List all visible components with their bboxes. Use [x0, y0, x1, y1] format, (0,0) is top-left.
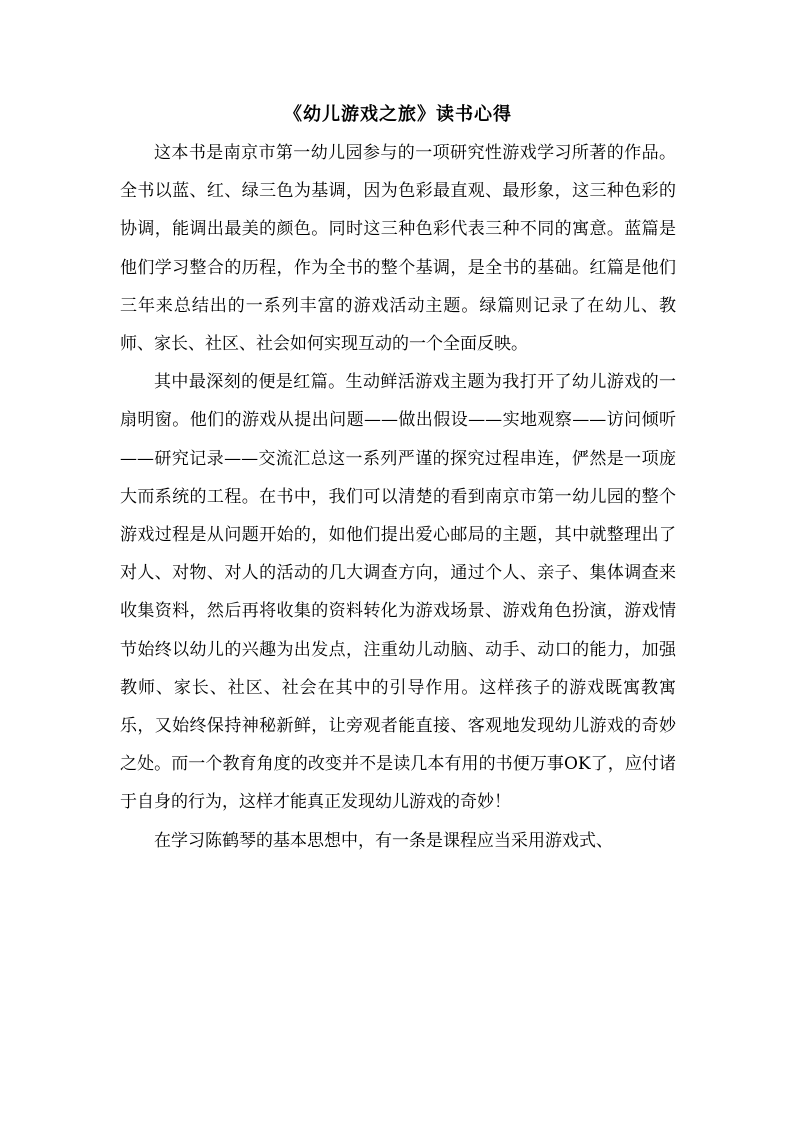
document-title: 《幼儿游戏之旅》读书心得: [284, 104, 512, 125]
paragraph-intro: 这本书是南京市第一幼儿园参与的一项研究性游戏学习所著的作品。全书以蓝、红、绿三色为基调，因为色彩最直观、最形象，这三种色彩的协调，能调出最美的颜色。同时这三种色彩代表三种不同的寓意。蓝篇是他们学习整合的历程，作为全书的整个基调，是全书的基础。红篇是他们三年来总结出的一系列丰富的游戏活动主题。绿篇则记录了在幼儿、教师、家长、社区、社会如何实现互动的一个全面反映。: [120, 143, 676, 355]
paragraph-red-chapter: 其中最深刻的便是红篇。生动鲜活游戏主题为我打开了幼儿游戏的一扇明窗。他们的游戏从提出问题——做出假设——实地观察——访问倾听——研究记录——交流汇总这一系列严谨的探究过程串连，俨然是一项庞大而系统的工程。在书中，我们可以清楚的看到南京市第一幼儿园的整个游戏过程是从问题开始的，如他们提出爱心邮局的主题，其中就整理出了对人、对物、对人的活动的几大调查方向，通过个人、亲子、集体调查来收集资料，然后再将收集的资料转化为游戏场景、游戏角色扮演，游戏情节始终以幼儿的兴趣为出发点，注重幼儿动脑、动手、动口的能力，加强教师、家长、社区、社会在其中的引导作用。这样孩子的游戏既寓教寓乐，又始终保持神秘新鲜，让旁观者能直接、客观地发现幼儿游戏的奇妙之处。而一个教育角度的改变并不是读几本有用的书便万事OK了，应付诸于自身的行为，这样才能真正发现幼儿游戏的奇妙！: [120, 372, 676, 813]
paragraph-chen-heqin: 在学习陈鹤琴的基本思想中，有一条是课程应当采用游戏式、: [154, 830, 613, 851]
document-page: [120, 100, 676, 860]
